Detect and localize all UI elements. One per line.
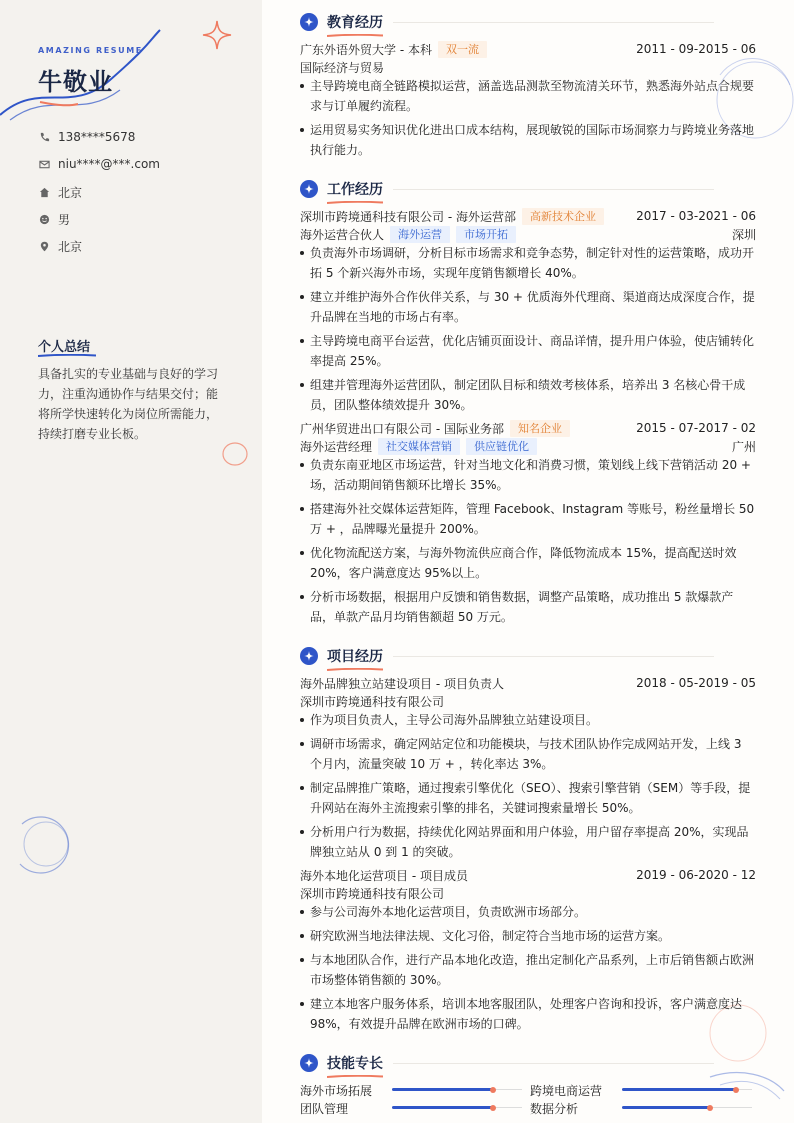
section-divider	[393, 189, 714, 190]
mail-icon	[38, 158, 50, 170]
education-title-text: 教育经历	[327, 15, 383, 31]
location-icon	[38, 241, 50, 253]
projects-title	[327, 646, 383, 666]
project-bullet: 分析用户行为数据，持续优化网站界面和用户体验，用户留存率提高 20%，实现品牌独立站从 0 到 1 的突破。	[300, 822, 756, 862]
email-text: niu****@***.com	[58, 157, 160, 171]
job-role: 海外运营合伙人	[300, 227, 385, 242]
job-role: 海外运营经理	[300, 439, 373, 454]
skill-name: 数据分析	[530, 1101, 579, 1116]
skill-item	[530, 1081, 752, 1099]
project-period: 2018 - 05-2019 - 05	[636, 676, 756, 690]
star-icon	[300, 647, 318, 665]
star-icon	[300, 180, 318, 198]
home-text: 北京	[58, 186, 83, 200]
education-bullet: 主导跨境电商全链路模拟运营，涵盖选品测款至物流清关环节，熟悉海外站点合规要求与订单履约流程。	[300, 76, 756, 116]
projects-section-header	[300, 645, 756, 667]
job-bullet: 建立并维护海外合作伙伴关系，与 30 + 优质海外代理商、渠道商达成深度合作，提升品牌在当地的市场占有率。	[300, 287, 756, 327]
project-company: 深圳市跨境通科技有限公司	[300, 886, 445, 901]
education-title	[327, 12, 383, 32]
job-city: 深圳	[731, 227, 756, 242]
work-title-text: 工作经历	[327, 182, 383, 198]
project-company-row	[300, 884, 756, 902]
job-bullet: 主导跨境电商平台运营，优化店铺页面设计、商品详情，提升用户体验，使店铺转化率提高 25%。	[300, 331, 756, 371]
education-row	[300, 40, 756, 58]
section-divider	[393, 1063, 714, 1064]
project-name: 海外本地化运营项目 - 项目成员	[300, 868, 468, 883]
education-major-row	[300, 58, 756, 76]
contact-location	[38, 238, 82, 255]
work-section-header	[300, 178, 756, 200]
project-company: 深圳市跨境通科技有限公司	[300, 694, 445, 709]
project-period: 2019 - 06-2020 - 12	[636, 868, 756, 882]
skills-section-header	[300, 1052, 756, 1074]
school-name: 广东外语外贸大学 - 本科	[300, 42, 432, 57]
job-company: 广州华贸进出口有限公司 - 国际业务部	[300, 421, 504, 436]
star-icon	[300, 1054, 318, 1072]
title-underline	[327, 34, 383, 37]
skills-title	[327, 1053, 383, 1073]
project-bullet: 作为项目负责人，主导公司海外品牌独立站建设项目。	[300, 710, 756, 730]
skill-bar	[622, 1106, 752, 1110]
project-header-row	[300, 674, 756, 692]
project-bullet: 建立本地客户服务体系，培训本地客服团队，处理客户咨询和投诉，客户满意度达 98%，有效提升品牌在欧洲市场的口碑。	[300, 994, 756, 1034]
ring-decoration	[220, 440, 250, 470]
job-bullet: 优化物流配送方案，与海外物流供应商合作，降低物流成本 15%，提高配送时效 20%，客户满意度达 95%以上。	[300, 543, 756, 583]
job-header-row	[300, 207, 756, 225]
skill-bar	[392, 1106, 522, 1110]
job-role-tag: 海外运营	[390, 226, 450, 243]
gender-text: 男	[58, 213, 71, 227]
job-role-tag: 市场开拓	[456, 226, 516, 243]
contact-gender	[38, 211, 70, 228]
summary-underline	[38, 354, 96, 357]
job-bullet: 分析市场数据，根据用户反馈和销售数据，调整产品策略，成功推出 5 款爆款产品，单款产品月均销售额超 50 万元。	[300, 587, 756, 627]
gender-icon	[38, 214, 50, 226]
summary-title: 个人总结	[38, 340, 91, 355]
skills-title-text: 技能专长	[327, 1056, 383, 1072]
project-bullet: 研究欧洲当地法律法规、文化习俗，制定符合当地市场的运营方案。	[300, 926, 756, 946]
title-underline	[327, 201, 383, 204]
skill-name: 团队管理	[300, 1101, 349, 1116]
section-divider	[393, 22, 714, 23]
projects-title-text: 项目经历	[327, 649, 383, 665]
education-major: 国际经济与贸易	[300, 60, 385, 75]
skill-name: 跨境电商运营	[530, 1083, 603, 1098]
job-header-row	[300, 419, 756, 437]
project-bullet: 与本地团队合作，进行产品本地化改造，推出定制化产品系列，上市后销售额占欧洲市场整体销售额的 30%。	[300, 950, 756, 990]
sparkle-decoration	[202, 20, 232, 50]
job-period: 2015 - 07-2017 - 02	[636, 421, 756, 435]
star-icon	[300, 13, 318, 31]
job-period: 2017 - 03-2021 - 06	[636, 209, 756, 223]
job-company-tag: 高新技术企业	[522, 208, 604, 225]
skill-bar	[392, 1088, 522, 1092]
section-divider	[393, 656, 714, 657]
circle-decoration	[8, 812, 78, 882]
home-icon	[38, 187, 50, 199]
education-period: 2011 - 09-2015 - 06	[636, 42, 756, 56]
resume-tagline: AMAZING RESUME	[38, 46, 143, 55]
title-underline	[327, 668, 383, 671]
education-bullet: 运用贸易实务知识优化进出口成本结构，展现敏锐的国际市场洞察力与跨境业务落地执行能力。	[300, 120, 756, 160]
project-bullet: 调研市场需求，确定网站定位和功能模块，与技术团队协作完成网站开发，上线 3 个月内，流量突破 10 万 + ，转化率达 3%。	[300, 734, 756, 774]
project-header-row	[300, 866, 756, 884]
project-name: 海外品牌独立站建设项目 - 项目负责人	[300, 676, 504, 691]
project-company-row	[300, 692, 756, 710]
education-section-header	[300, 11, 756, 33]
contact-home	[38, 184, 82, 201]
contact-phone	[38, 130, 135, 144]
work-title	[327, 179, 383, 199]
school-tag: 双一流	[438, 41, 487, 58]
sidebar	[0, 0, 262, 1123]
job-bullet: 负责海外市场调研，分析目标市场需求和竞争态势，制定针对性的运营策略，成功开拓 5 个新兴海外市场，实现年度销售额增长 40%。	[300, 243, 756, 283]
job-role-tag: 供应链优化	[466, 438, 537, 455]
skill-item	[300, 1081, 522, 1099]
location-text: 北京	[58, 240, 83, 254]
title-underline	[327, 1075, 383, 1078]
phone-text: 138****5678	[58, 130, 136, 144]
job-bullet: 组建并管理海外运营团队，制定团队目标和绩效考核体系，培养出 3 名核心骨干成员，团队整体绩效提升 30%。	[300, 375, 756, 415]
project-bullet: 制定品牌推广策略，通过搜索引擎优化（SEO）、搜索引擎营销（SEM）等手段，提升网站在海外主流搜索引擎的排名，关键词搜索量增长 50%。	[300, 778, 756, 818]
summary-text: 具备扎实的专业基础与良好的学习力，注重沟通协作与结果交付；能将所学快速转化为岗位所需能力，持续打磨专业长板。	[38, 367, 219, 441]
contact-email	[38, 157, 160, 171]
job-role-tag: 社交媒体营销	[378, 438, 460, 455]
skill-item	[530, 1099, 752, 1117]
phone-icon	[38, 131, 50, 143]
skill-bar	[622, 1088, 752, 1092]
skill-item	[300, 1099, 522, 1117]
job-bullet: 搭建海外社交媒体运营矩阵，管理 Facebook、Instagram 等账号，粉丝量增长 50 万 + ，品牌曝光量提升 200%。	[300, 499, 756, 539]
job-bullet: 负责东南亚地区市场运营，针对当地文化和消费习惯，策划线上线下营销活动 20 + 场，活动期间销售额环比增长 35%。	[300, 455, 756, 495]
project-bullet: 参与公司海外本地化运营项目，负责欧洲市场部分。	[300, 902, 756, 922]
skill-name: 海外市场拓展	[300, 1083, 373, 1098]
job-company-tag: 知名企业	[510, 420, 570, 437]
job-city: 广州	[731, 439, 756, 454]
job-role-row	[300, 437, 756, 455]
job-company: 深圳市跨境通科技有限公司 - 海外运营部	[300, 209, 516, 224]
job-role-row	[300, 225, 756, 243]
person-name: 牛敬业	[38, 68, 113, 96]
